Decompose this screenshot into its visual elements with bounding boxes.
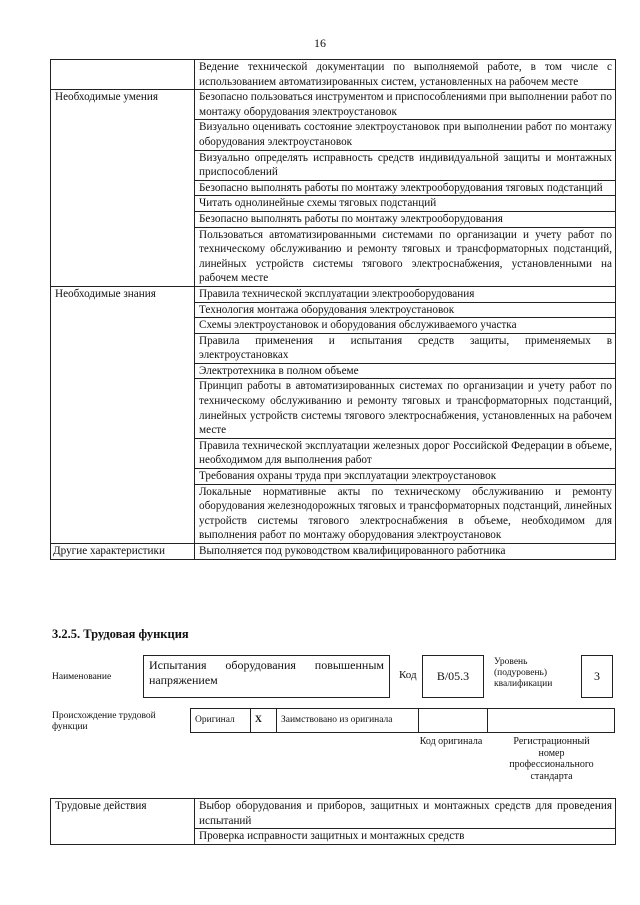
requirements-table <box>50 59 616 560</box>
original-label: Оригинал <box>191 709 251 733</box>
table-cell: Правила технической эксплуатации железных дорог Российской Федерации в объеме, необходимом для выполнения работ <box>195 438 616 468</box>
reg-number-cell <box>488 709 615 733</box>
code-original-caption: Код оригинала <box>419 736 483 747</box>
code-label: Код <box>399 669 417 681</box>
table-cell: Визуально оценивать состояние электроустановок при выполнении работ по монтажу оборудования электроустановок <box>195 120 616 150</box>
table-cell: Принцип работы в автоматизированных системах по организации и учету работ по техническому обслуживанию и ремонту тяговых и трансформаторных подстанций, линейных устройств системы тягового электроснабжения, установленных на рабочем месте <box>195 379 616 438</box>
row-group-label: Необходимые умения <box>51 90 195 287</box>
table-cell: Электротехника в полном объеме <box>195 363 616 379</box>
table-cell: Визуально определять исправность средств индивидуальной защиты и монтажных приспособлений <box>195 150 616 180</box>
labor-actions-table <box>50 798 616 845</box>
name-label: Наименование <box>52 672 112 682</box>
level-label: Уровень (подуровень) квалификации <box>494 657 553 689</box>
table-cell: Ведение технической документации по выполняемой работе, в том числе с использованием автоматизированных систем, установленных на рабочем месте <box>195 60 616 90</box>
table-cell: Выполняется под руководством квалифицированного работника <box>195 544 616 560</box>
row-label-empty <box>51 60 195 90</box>
origin-label: Происхождение трудовой функции <box>52 711 156 732</box>
table-row <box>51 60 616 90</box>
function-name-box: Испытания оборудования повышенным напряжением <box>143 655 390 698</box>
table-cell: Безопасно выполнять работы по монтажу электрооборудования тяговых подстанций <box>195 180 616 196</box>
table-row <box>51 286 616 302</box>
table-cell: Правила применения и испытания средств защиты, применяемых в электроустановках <box>195 333 616 363</box>
table-cell: Безопасно выполнять работы по монтажу электрооборудования <box>195 211 616 227</box>
code-original-cell <box>419 709 488 733</box>
origin-table <box>190 708 615 733</box>
table-row <box>51 544 616 560</box>
level-value-box: 3 <box>581 655 613 698</box>
table-cell: Схемы электроустановок и оборудования обслуживаемого участка <box>195 318 616 334</box>
table-cell: Читать однолинейные схемы тяговых подстанций <box>195 196 616 212</box>
table-cell: Выбор оборудования и приборов, защитных и монтажных средств для проведения испытаний <box>195 799 616 829</box>
table-cell: Технология монтажа оборудования электроустановок <box>195 302 616 318</box>
table-row <box>51 799 616 829</box>
section-heading: 3.2.5. Трудовая функция <box>52 627 189 641</box>
row-group-label: Другие характеристики <box>51 544 195 560</box>
original-mark: X <box>251 709 277 733</box>
table-cell: Правила технической эксплуатации электрооборудования <box>195 286 616 302</box>
row-group-label: Трудовые действия <box>51 799 195 845</box>
table-cell: Пользоваться автоматизированными системами по организации и учету работ по техническому обслуживанию и ремонту тяговых и трансформаторных подстанций, линейных устройств системы тягового электроснабжения, установленными на рабочем месте <box>195 227 616 286</box>
table-row <box>51 90 616 120</box>
table-cell: Проверка исправности защитных и монтажных средств <box>195 829 616 845</box>
borrowed-label: Заимствовано из оригинала <box>277 709 419 733</box>
table-cell: Безопасно пользоваться инструментом и приспособлениями при выполнении работ по монтажу оборудования электроустановок <box>195 90 616 120</box>
page-number: 16 <box>314 36 326 50</box>
table-cell: Локальные нормативные акты по техническому обслуживанию и ремонту оборудования железнодорожных тяговых и трансформаторных подстанций, линейных устройств системы тягового электроснабжения в объеме, необходимом для выполнения работ по монтажу оборудования электроустановок <box>195 484 616 543</box>
reg-number-caption: Регистрационный номер профессионального стандарта <box>509 736 594 782</box>
function-code-box: В/05.3 <box>422 655 484 698</box>
table-cell: Требования охраны труда при эксплуатации электроустановок <box>195 469 616 485</box>
row-group-label: Необходимые знания <box>51 286 195 543</box>
